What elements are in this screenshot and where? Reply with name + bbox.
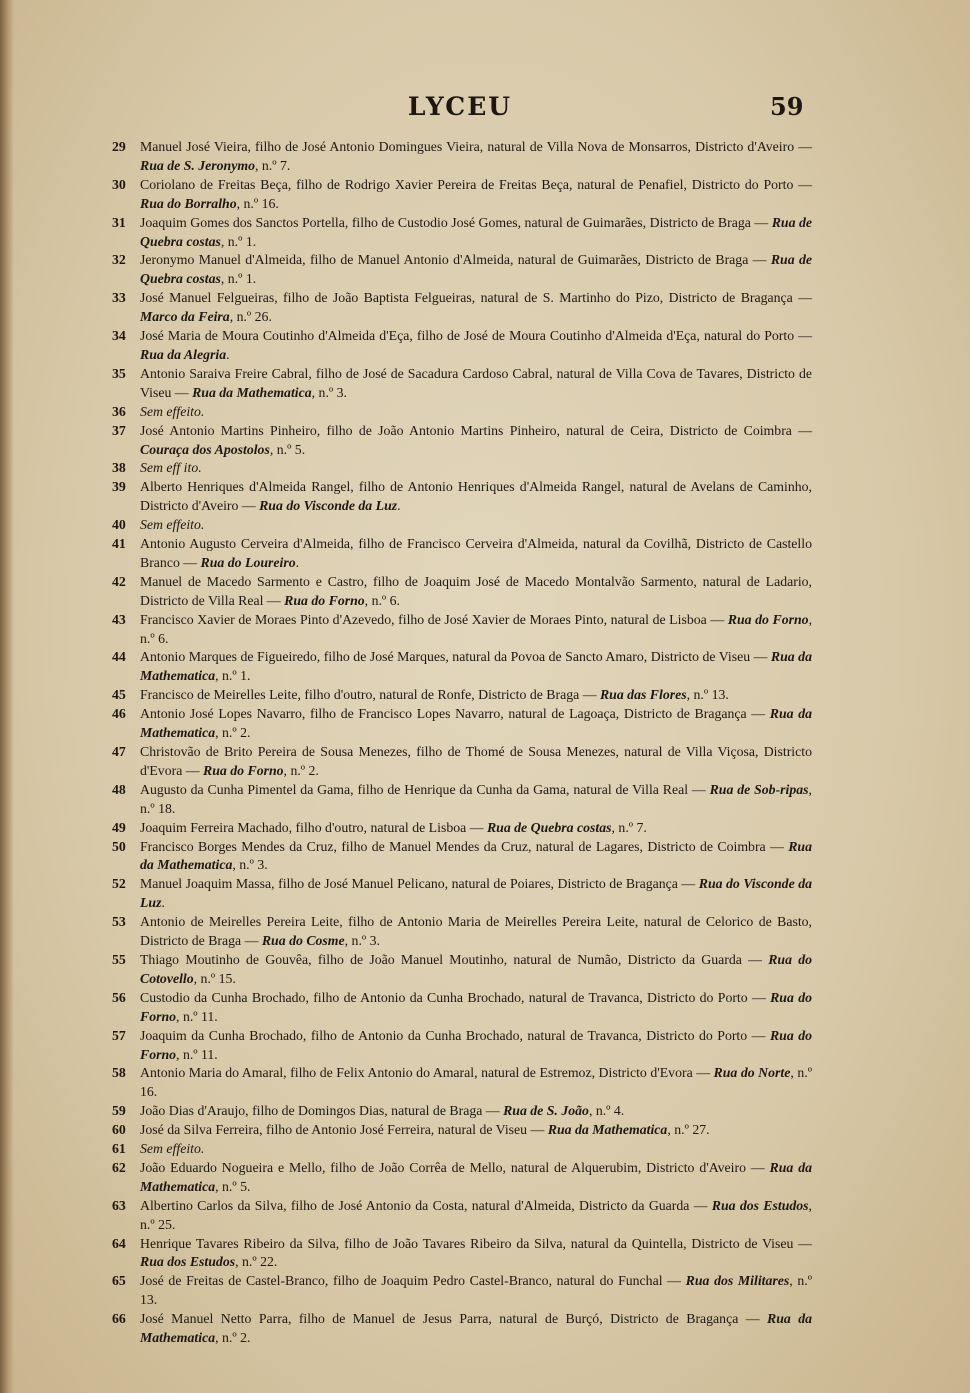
entry-house-number: .	[161, 895, 165, 911]
entry-street: Rua da Alegria	[140, 346, 227, 362]
entry-text	[140, 251, 812, 289]
entry-house-number: , n.º 4.	[588, 1103, 625, 1119]
entry-text	[140, 1272, 812, 1310]
list-item	[112, 989, 812, 1027]
entry-number: 42	[112, 573, 126, 589]
entry-text	[140, 875, 812, 913]
entry-text	[140, 1027, 812, 1065]
entry-house-number: , n.º 16.	[236, 195, 279, 211]
entry-description: Alberto Henriques d'Almeida Rangel, filho de Antonio Henriques d'Almeida Rangel, natural de Avelans de Caminho, Districto d'Aveiro —	[140, 479, 812, 514]
list-item	[112, 1159, 812, 1197]
list-item	[112, 535, 812, 573]
entry-street: Rua da Mathematica	[140, 706, 813, 741]
entry-text	[140, 573, 812, 611]
list-item	[112, 648, 812, 686]
entry-house-number: , n.º 5.	[215, 1178, 251, 1194]
entry-text	[140, 1102, 812, 1121]
entry-number: 48	[112, 781, 126, 797]
entry-street: Rua de S. Jeronymo	[140, 157, 255, 173]
entry-house-number: , n.º 2.	[283, 762, 319, 778]
entry-street: Rua da Mathematica	[192, 384, 312, 400]
entry-number: 29	[112, 139, 126, 154]
page-number: 59	[770, 92, 804, 121]
entry-text	[140, 176, 812, 214]
entry-number: 62	[112, 1159, 126, 1175]
entry-text	[140, 611, 812, 649]
entry-house-number: , n.º 15.	[193, 970, 236, 986]
entry-house-number: , n.º 22.	[235, 1254, 278, 1270]
entry-house-number: , n.º 7.	[611, 819, 647, 835]
entry-description: José de Freitas de Castel-Branco, filho de Joaquim Pedro Castel-Branco, natural do Funchal —	[140, 1273, 681, 1289]
entry-number: 31	[112, 214, 126, 230]
entry-street: Marco da Feira	[140, 309, 230, 325]
entry-street: Rua do Visconde da Luz	[140, 876, 813, 911]
entry-house-number: , n.º 25.	[140, 1197, 812, 1232]
entry-house-number: , n.º 3.	[232, 857, 268, 873]
list-item	[112, 1272, 812, 1310]
list-item	[112, 516, 812, 535]
entry-street: Rua da Mathematica	[140, 1159, 812, 1194]
entry-text	[140, 403, 812, 422]
entry-text	[140, 1159, 812, 1197]
entry-street: Rua do Visconde da Luz	[259, 498, 398, 514]
entry-house-number: , n.º 16.	[140, 1065, 812, 1100]
entry-description: Christovão de Brito Pereira de Sousa Menezes, filho de Thomé de Sousa Menezes, natural de Villa Viçosa, Districto d'Evora —	[140, 744, 812, 778]
entry-description: José Antonio Martins Pinheiro, filho de João Antonio Martins Pinheiro, natural de Ceira, Districto de Coimbra —	[140, 422, 812, 438]
entry-description: Jeronymo Manuel d'Almeida, filho de Manuel Antonio d'Almeida, natural de Guimarães, Districto de Braga —	[140, 252, 767, 268]
list-item	[112, 1027, 812, 1065]
entry-house-number: , n.º 26.	[229, 309, 272, 325]
entry-description: Coriolano de Freitas Beça, filho de Rodrigo Xavier Pereira de Freitas Beça, natural de Penafiel, Districto do Porto —	[140, 176, 812, 192]
entry-description: Antonio José Lopes Navarro, filho de Francisco Lopes Navarro, natural de Lagoaça, Districto de Bragança —	[140, 706, 766, 722]
entry-street: Rua do Forno	[284, 592, 365, 608]
entry-text	[140, 838, 812, 876]
entry-description: Francisco Borges Mendes da Cruz, filho de Manuel Mendes da Cruz, natural de Lagares, Districto de Coimbra —	[140, 838, 784, 854]
entry-text	[140, 686, 812, 705]
entry-street: Rua das Flores	[599, 687, 687, 703]
entry-street: Rua do Forno	[727, 611, 809, 627]
entry-house-number: , n.º 6.	[364, 592, 400, 608]
entry-house-number: .	[226, 346, 230, 362]
entry-street: Rua da Mathematica	[140, 649, 812, 684]
entry-house-number: , n.º 18.	[140, 781, 812, 816]
entry-street: Rua da Mathematica	[547, 1122, 668, 1138]
entry-description: Francisco de Meirelles Leite, filho d'outro, natural de Ronfe, Districto de Braga —	[140, 687, 597, 703]
list-item	[112, 1235, 812, 1273]
entry-description: Custodio da Cunha Brochado, filho de Antonio da Cunha Brochado, natural de Travanca, Districto do Porto —	[140, 989, 766, 1005]
entry-text	[140, 648, 812, 686]
entry-number: 43	[112, 611, 126, 627]
entry-house-number: , n.º 13.	[686, 687, 729, 703]
entry-street: Rua do Borralho	[140, 195, 237, 211]
entry-text	[140, 705, 812, 743]
entry-text	[140, 1310, 812, 1348]
entry-text	[140, 743, 812, 781]
entry-void-note: Sem effeito.	[140, 517, 205, 533]
list-item	[112, 459, 812, 478]
entry-number: 64	[112, 1235, 126, 1251]
student-list	[112, 138, 812, 1348]
list-item	[112, 1197, 812, 1235]
entry-text	[140, 327, 812, 365]
entry-street: Rua da Mathematica	[140, 1311, 812, 1346]
entry-number: 59	[112, 1103, 126, 1119]
entry-description: Manuel José Vieira, filho de José Antonio Domingues Vieira, natural de Villa Nova de Monsarros, Districto d'Aveiro —	[140, 139, 812, 154]
list-item	[112, 743, 812, 781]
entry-house-number: , n.º 27.	[667, 1122, 710, 1138]
entry-street: Rua do Cotovello	[140, 951, 813, 986]
list-item	[112, 875, 812, 913]
entry-number: 58	[112, 1065, 126, 1081]
entry-street: Rua do Forno	[140, 989, 812, 1024]
entry-street: Rua do Loureiro	[200, 554, 296, 570]
entry-number: 46	[112, 706, 126, 722]
entry-text	[140, 989, 812, 1027]
entry-house-number: , n.º 2.	[215, 1330, 251, 1346]
entry-house-number: , n.º 2.	[215, 725, 251, 741]
entry-street: Couraça dos Apostolos	[140, 441, 270, 457]
list-item	[112, 573, 812, 611]
entry-description: Joaquim Ferreira Machado, filho d'outro, natural de Lisboa —	[140, 819, 484, 835]
entry-description: Thiago Moutinho de Gouvêa, filho de João Manuel Moutinho, natural de Numão, Districto da Guarda —	[140, 951, 762, 967]
list-item	[112, 176, 812, 214]
entry-number: 40	[112, 517, 126, 533]
entry-text	[140, 478, 812, 516]
entry-description: Antonio Saraiva Freire Cabral, filho de José de Sacadura Cardoso Cabral, natural de Villa Cova de Tavares, Districto de Viseu —	[140, 365, 812, 400]
entry-house-number: , n.º 1.	[215, 668, 251, 684]
entry-house-number: , n.º 13.	[140, 1273, 812, 1308]
list-item	[112, 327, 812, 365]
entry-number: 45	[112, 687, 126, 703]
list-item	[112, 422, 812, 460]
entry-house-number: , n.º 1.	[220, 233, 257, 249]
entry-number: 38	[112, 460, 126, 476]
list-item	[112, 214, 812, 252]
list-item	[112, 289, 812, 327]
entry-void-note: Sem effeito.	[140, 1141, 205, 1157]
list-item	[112, 705, 812, 743]
list-item	[112, 611, 812, 649]
entry-street: Rua do Cosme	[261, 933, 345, 949]
entry-number: 63	[112, 1197, 126, 1213]
entry-text	[140, 913, 812, 951]
entry-number: 65	[112, 1273, 126, 1289]
entry-text	[140, 516, 812, 535]
entry-description: Francisco Xavier de Moraes Pinto d'Azevedo, filho de José Xavier de Moraes Pinto, natural de Lisboa —	[140, 611, 725, 627]
list-item	[112, 1140, 812, 1159]
entry-text	[140, 289, 812, 327]
entry-description: João Dias d'Araujo, filho de Domingos Dias, natural de Braga —	[140, 1103, 500, 1119]
list-item	[112, 403, 812, 422]
entry-description: Albertino Carlos da Silva, filho de José Antonio da Costa, natural d'Almeida, Districto da Guarda —	[140, 1197, 708, 1213]
list-item	[112, 138, 812, 176]
entry-text	[140, 1140, 812, 1159]
entry-street: Rua do Forno	[203, 762, 284, 778]
list-item	[112, 781, 812, 819]
entry-number: 32	[112, 252, 126, 268]
entry-number: 35	[112, 365, 126, 381]
entry-description: Antonio Maria do Amaral, filho de Felix Antonio do Amaral, natural de Estremoz, Districto d'Evora —	[140, 1065, 711, 1081]
entry-description: José Manuel Netto Parra, filho de Manuel de Jesus Parra, natural de Burçó, Districto de Bragança —	[140, 1311, 760, 1327]
entry-description: Augusto da Cunha Pimentel da Gama, filho de Henrique da Cunha da Gama, natural de Villa Real —	[140, 781, 706, 797]
page-binding-edge	[0, 0, 14, 1393]
entry-text	[140, 951, 812, 989]
entry-description: Antonio Augusto Cerveira d'Almeida, filho de Francisco Cerveira d'Almeida, natural da Covilhã, Districto de Castello Branco —	[140, 536, 812, 570]
entry-number: 36	[112, 403, 126, 419]
entry-number: 50	[112, 838, 126, 854]
entry-number: 30	[112, 176, 126, 192]
entry-street: Rua de Quebra costas	[486, 819, 612, 835]
entry-number: 60	[112, 1122, 126, 1138]
list-item	[112, 819, 812, 838]
entry-street: Rua dos Estudos	[711, 1197, 809, 1213]
entry-street: Rua do Forno	[140, 1027, 813, 1062]
entry-description: José Maria de Moura Coutinho d'Almeida d'Eça, filho de José de Moura Coutinho d'Almeida d'Eça, natural do Porto —	[140, 328, 812, 344]
list-item	[112, 1121, 812, 1140]
list-item	[112, 951, 812, 989]
entry-house-number: , n.º 7.	[254, 157, 291, 173]
entry-number: 66	[112, 1311, 126, 1327]
entry-text	[140, 819, 812, 838]
page-title: LYCEU	[407, 92, 513, 121]
entry-number: 39	[112, 479, 126, 495]
entry-house-number: , n.º 5.	[269, 441, 306, 457]
entry-house-number: , n.º 3.	[344, 933, 380, 949]
entry-street: Rua da Mathematica	[140, 838, 812, 873]
list-item	[112, 478, 812, 516]
entry-description: Antonio de Meirelles Pereira Leite, filho de Antonio Maria de Meirelles Pereira Leite, natural de Celorico de Basto, Districto de Braga —	[140, 914, 812, 949]
entry-number: 53	[112, 914, 126, 930]
list-item	[112, 1064, 812, 1102]
list-item	[112, 1102, 812, 1121]
entry-street: Rua de Quebra costas	[140, 252, 812, 287]
entry-text	[140, 1235, 812, 1273]
entry-house-number: , n.º 11.	[176, 1046, 218, 1062]
entry-number: 34	[112, 328, 126, 344]
entry-description: Joaquim da Cunha Brochado, filho de Antonio da Cunha Brochado, natural de Travanca, Districto do Porto —	[140, 1027, 766, 1043]
entry-text	[140, 1121, 812, 1140]
entry-text	[140, 535, 812, 573]
entry-street: Rua de Sob-ripas	[709, 781, 809, 797]
entry-text	[140, 422, 812, 460]
entry-description: José Manuel Felgueiras, filho de João Baptista Felgueiras, natural de S. Martinho do Pizo, Districto de Bragança —	[140, 290, 812, 306]
entry-number: 37	[112, 422, 126, 438]
list-item	[112, 251, 812, 289]
entry-street: Rua de S. João	[503, 1103, 589, 1119]
entry-description: Henrique Tavares Ribeiro da Silva, filho de João Tavares Ribeiro da Silva, natural da Quintella, Districto de Viseu —	[140, 1235, 812, 1251]
entry-number: 33	[112, 290, 126, 306]
list-item	[112, 1310, 812, 1348]
entry-text	[140, 1064, 812, 1102]
entry-number: 41	[112, 536, 126, 552]
entry-description: Joaquim Gomes dos Sanctos Portella, filho de Custodio José Gomes, natural de Guimarães, Districto de Braga —	[140, 214, 769, 230]
entry-house-number: , n.º 3.	[311, 384, 347, 400]
entry-number: 57	[112, 1027, 126, 1043]
entry-street: Rua dos Estudos	[140, 1254, 236, 1270]
entry-text	[140, 365, 812, 403]
entry-text	[140, 214, 812, 252]
entry-house-number: , n.º 11.	[176, 1008, 218, 1024]
list-item	[112, 686, 812, 705]
entry-number: 61	[112, 1141, 126, 1157]
entry-description: Manuel de Macedo Sarmento e Castro, filho de Joaquim José de Macedo Montalvão Sarmento, natural de Ladario, Districto de Villa Real —	[140, 573, 812, 608]
entry-description: João Eduardo Nogueira e Mello, filho de João Corrêa de Mello, natural de Alquerubim, Districto d'Aveiro —	[140, 1159, 765, 1175]
entry-number: 52	[112, 876, 126, 892]
entry-number: 44	[112, 649, 126, 665]
entry-number: 49	[112, 819, 126, 835]
running-head	[0, 90, 970, 130]
entry-text	[140, 1197, 812, 1235]
list-item	[112, 838, 812, 876]
entry-void-note: Sem eff ito.	[140, 460, 202, 476]
entry-description: José da Silva Ferreira, filho de Antonio José Ferreira, natural de Viseu —	[140, 1122, 545, 1138]
entry-street: Rua de Quebra costas	[140, 214, 812, 249]
entry-text	[140, 781, 812, 819]
entry-description: Antonio Marques de Figueiredo, filho de José Marques, natural da Povoa de Sancto Amaro, Districto de Viseu —	[140, 649, 768, 665]
entry-description: Manuel Joaquim Massa, filho de José Manuel Pelicano, natural de Poiares, Districto de Bragança —	[140, 876, 696, 892]
list-item	[112, 913, 812, 951]
entry-house-number: .	[295, 554, 300, 570]
entry-house-number: , n.º 1.	[220, 271, 257, 287]
entry-text	[140, 459, 812, 478]
entry-street: Rua do Norte	[713, 1065, 791, 1081]
entry-text	[140, 138, 812, 176]
entry-void-note: Sem effeito.	[140, 403, 205, 419]
entry-street: Rua dos Militares	[685, 1273, 790, 1289]
entry-number: 56	[112, 989, 126, 1005]
entry-number: 47	[112, 744, 126, 759]
list-item	[112, 365, 812, 403]
entry-house-number: , n.º 6.	[140, 611, 813, 646]
entry-number: 55	[112, 951, 126, 967]
entry-house-number: .	[397, 498, 401, 514]
